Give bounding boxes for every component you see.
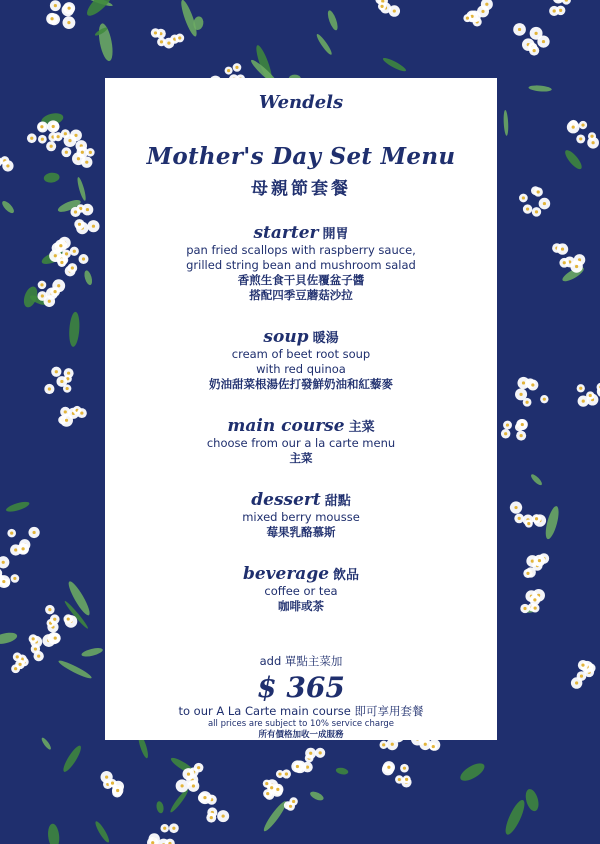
leaf-shape: [530, 473, 544, 487]
flower-cluster: [567, 120, 599, 149]
brand-logo: Wendels: [258, 92, 344, 113]
leaf-shape: [382, 56, 408, 73]
leaf-shape: [543, 505, 561, 540]
leaf-shape: [0, 631, 18, 646]
leaf-shape: [76, 176, 87, 201]
dish-line: choose from our a la carte menu: [206, 436, 396, 450]
dish-line: mixed berry mousse: [242, 510, 360, 524]
section-beverage: [105, 564, 497, 614]
dish-line: with red quinoa: [256, 362, 346, 376]
flower-cluster: [0, 556, 19, 588]
leaf-shape: [458, 760, 488, 784]
flower-cluster: [70, 204, 99, 234]
flower-cluster: [11, 651, 44, 673]
leaf-shape: [40, 736, 52, 750]
flower-cluster: [0, 147, 14, 172]
leaf-shape: [5, 500, 30, 514]
flower-cluster: [519, 186, 550, 216]
dish-line-zh: 香煎生食干貝佐覆盆子醬: [237, 273, 365, 287]
flower-cluster: [147, 823, 179, 844]
leaf-shape: [502, 798, 528, 837]
section-name: dessert: [251, 490, 321, 510]
flower-cluster: [44, 367, 73, 394]
leaf-shape: [563, 148, 585, 172]
flower-cluster: [463, 0, 492, 27]
section-heading: [105, 223, 497, 243]
leaf-shape: [335, 767, 349, 776]
leaf-shape: [66, 579, 93, 617]
flower-cluster: [375, 0, 409, 17]
section-heading: [105, 327, 497, 347]
flower-cluster: [523, 553, 549, 578]
flower-cluster: [577, 383, 600, 407]
flower-cluster: [571, 660, 596, 689]
leaf-shape: [83, 270, 94, 286]
section-heading: [105, 490, 497, 510]
service-charge-note-zh: 所有價格加收一成服務: [258, 730, 344, 740]
flower-cluster: [515, 377, 548, 407]
section-soup: [105, 327, 497, 392]
leaf-shape: [93, 820, 111, 844]
dish-line-zh: 搭配四季豆蘑菇沙拉: [249, 288, 353, 302]
flower-cluster: [46, 0, 75, 29]
flower-cluster: [501, 419, 528, 441]
addon-label: add 單點主菜加: [259, 654, 343, 668]
flower-cluster: [101, 771, 124, 797]
flower-cluster: [520, 589, 545, 613]
leaf-shape: [81, 646, 104, 658]
section-name-zh: 甜點: [324, 494, 351, 509]
leaf-shape: [155, 801, 164, 814]
leaf-shape: [523, 788, 540, 813]
dish-line: grilled string bean and mushroom salad: [186, 258, 416, 272]
section-name-zh: 飲品: [333, 568, 360, 583]
section-name: beverage: [242, 564, 330, 584]
section-name: main course: [227, 416, 345, 436]
service-charge-note: all prices are subject to 10% service charge: [207, 719, 395, 729]
leaf-shape: [83, 0, 117, 19]
section-heading: [105, 564, 497, 584]
leaf-shape: [0, 199, 15, 215]
leaf-shape: [61, 744, 84, 774]
leaf-shape: [326, 9, 340, 31]
menu-title-zh: 母親節套餐: [251, 179, 351, 199]
section-main-course: [105, 416, 497, 466]
addon-condition: to our A La Carte main course 即可享用套餐: [178, 704, 424, 718]
menu-card: [105, 78, 497, 740]
addon-offer: [105, 654, 497, 741]
leaf-shape: [47, 823, 61, 844]
dish-line: pan fried scallops with raspberry sauce,: [186, 243, 416, 257]
flower-cluster: [7, 527, 39, 556]
leaf-shape: [68, 311, 80, 347]
flower-cluster: [151, 28, 184, 48]
section-heading: [105, 416, 497, 436]
flower-cluster: [382, 761, 412, 787]
flower-cluster: [544, 0, 571, 16]
leaf-shape: [169, 788, 190, 814]
section-name-zh: 暖湯: [312, 331, 339, 346]
dish-line-zh: 主菜: [289, 451, 313, 465]
dish-line-zh: 奶油甜菜根湯佐打發鮮奶油和紅藜麥: [209, 377, 393, 391]
section-starter: [105, 223, 497, 303]
section-name-zh: 主菜: [348, 420, 375, 435]
flower-cluster: [58, 406, 87, 427]
section-name: starter: [253, 223, 319, 243]
flower-cluster: [510, 501, 546, 527]
flower-cluster: [198, 791, 229, 822]
flower-cluster: [552, 243, 585, 272]
leaf-shape: [57, 658, 93, 680]
flower-cluster: [513, 23, 549, 56]
flower-cluster: [29, 632, 61, 654]
dish-line: coffee or tea: [264, 584, 338, 598]
section-dessert: [105, 490, 497, 540]
menu-title: Mother's Day Set Menu: [146, 143, 456, 170]
dish-line-zh: 咖啡或茶: [278, 599, 324, 613]
dish-line-zh: 莓果乳酪慕斯: [266, 525, 336, 539]
leaf-shape: [309, 790, 325, 802]
dish-line: cream of beet root soup: [231, 347, 371, 361]
leaf-shape: [503, 110, 509, 136]
leaf-shape: [43, 172, 60, 184]
addon-price: $ 365: [257, 671, 345, 704]
leaf-shape: [528, 85, 552, 93]
section-name-zh: 開胃: [322, 227, 349, 242]
section-name: soup: [263, 327, 309, 347]
leaf-shape: [315, 33, 334, 56]
flower-cluster: [291, 748, 325, 773]
